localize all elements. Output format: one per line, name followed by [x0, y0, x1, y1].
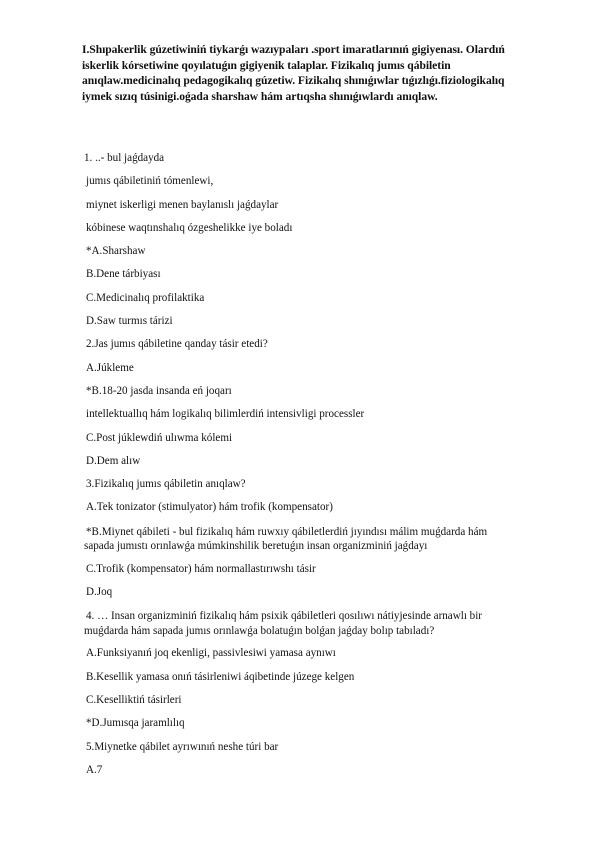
- heading-line: iskerlik kórsetiwine qoyılatuǵın gigiyenik talaplar. Fizikalıq jumıs qábiletin: [82, 58, 451, 72]
- heading-line: iymek sızıq túsinigi.oǵada sharshaw hám artıqsha shınıǵıwlardı anıqlaw.: [82, 89, 438, 103]
- answer-option-correct: *D.Jumısqa jaramlılıq: [86, 717, 185, 730]
- question-3-text: 3.Fizikalıq jumıs qábiletin anıqlaw?: [86, 478, 246, 491]
- answer-option: D.Joq: [86, 586, 113, 599]
- answer-option: A.Júkleme: [86, 361, 134, 374]
- question-4-text: 4. … Insan organizminiń fizikalıq hám psixik qábiletleri qosılıwı nátiyjesinde arnawlı bir: [86, 610, 483, 623]
- answer-option: C.Medicinalıq profilaktika: [86, 291, 205, 304]
- question-1-body-line: kóbinese waqtınshalıq ózgeshelikke iye boladı: [86, 221, 293, 234]
- heading-line: I.Shıpakerlik gúzetiwiniń tiykarǵı wazıypaları .sport imaratlarınıń gigiyenası. Olardıń: [82, 43, 505, 56]
- question-5-text: 5.Miynetke qábilet ayrıwınıń neshe túri bar: [86, 740, 279, 753]
- question-1-body-line: jumıs qábiletiniń tómenlewi,: [86, 175, 214, 188]
- answer-option: B.Dene tárbiyası: [86, 268, 161, 281]
- answer-option: A.7: [86, 763, 103, 776]
- answer-option-continuation: intellektuallıq hám logikalıq bilimlerdiń intensivligi processler: [86, 408, 365, 421]
- question-4-continuation: muǵdarda hám sapada jumıs orınlawǵa bolatuǵın bolǵan jaǵday bolıp tabıladı?: [84, 624, 435, 637]
- question-1-body-line: miynet iskerligi menen baylanıslı jaǵdaylar: [86, 198, 279, 211]
- answer-option-correct: *A.Sharshaw: [86, 245, 146, 258]
- question-2-text: 2.Jas jumıs qábiletine qanday tásir etedi?: [86, 338, 268, 351]
- answer-option: D.Saw turmıs tárizi: [86, 315, 173, 328]
- answer-option: C.Keselliktiń tásirleri: [86, 693, 182, 706]
- question-1-text: 1. ..- bul jaǵdayda: [84, 152, 165, 164]
- answer-option: C.Post júklewdiń ulıwma kólemi: [86, 431, 233, 444]
- answer-option-correct: *B.Miynet qábileti - bul fizikalıq hám ruwxıy qábiletlerdiń jıyındısı málim muǵdarda hám: [86, 525, 488, 538]
- answer-option: A.Funksiyanıń joq ekenligi, passivlesiwi yamasa aynıwı: [86, 647, 336, 660]
- question-list: [84, 147, 554, 782]
- section-heading: [82, 42, 552, 104]
- answer-option-correct: *B.18-20 jasda insanda eń joqarı: [86, 384, 232, 397]
- heading-line: anıqlaw.medicinalıq pedagogikalıq gúzetiw. Fizikalıq shınıǵıwlar tıǵızlıǵı.fiziologikalıq: [82, 74, 505, 87]
- answer-option: C.Trofik (kompensator) hám normallastırıwshı tásir: [86, 562, 316, 575]
- answer-option: B.Kesellik yamasa onıń tásirleniwi áqibetinde júzege kelgen: [86, 670, 355, 683]
- answer-option: A.Tek tonizator (stimulyator) hám trofik (kompensator): [86, 501, 333, 514]
- answer-option-continuation: sapada jumıstı orınlawǵa múmkinshilik beretuǵın insan organizminiń jaǵdayı: [84, 540, 428, 553]
- answer-option: D.Dem alıw: [86, 454, 141, 467]
